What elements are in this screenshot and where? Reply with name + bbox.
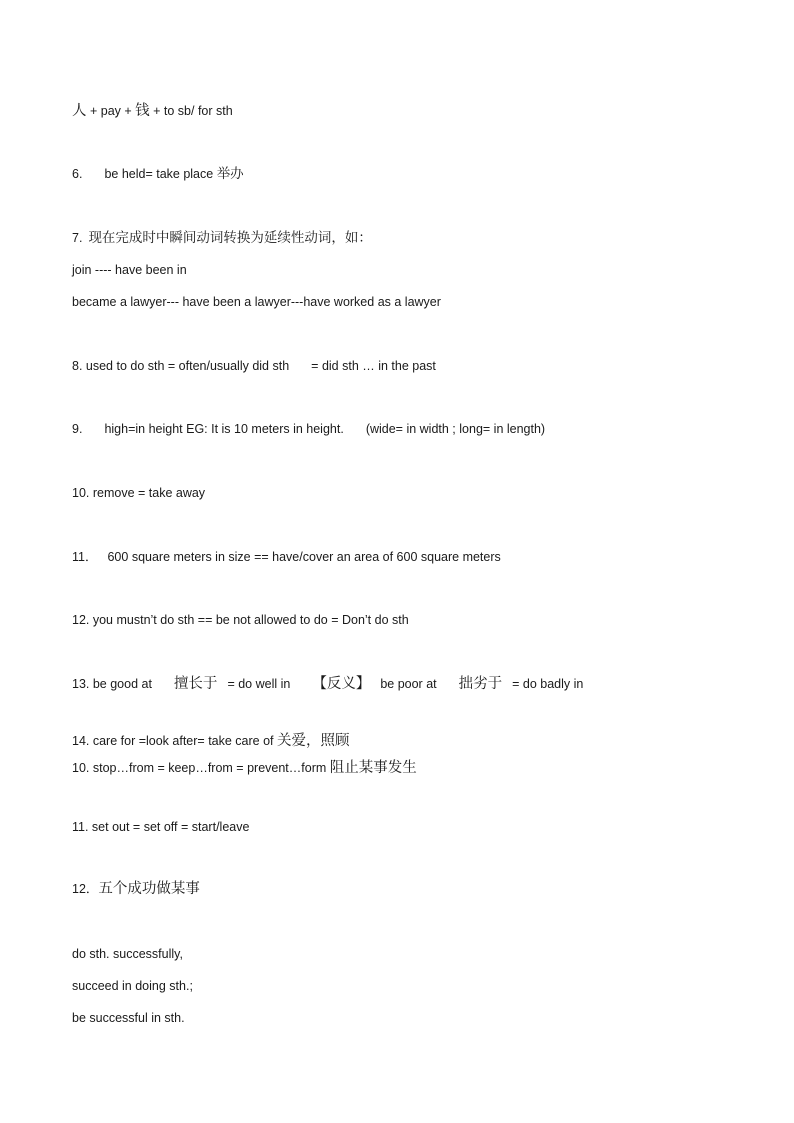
item-text-cn: 现在完成时中瞬间动词转换为延续性动词，如： [88,230,372,246]
item-text-cn: 五个成功做某事 [98,881,200,897]
item-text-cn: 阻止某事发生 [329,760,417,776]
cn-antonym: 【反义】 [312,676,371,692]
item-text: succeed in doing sth.; [72,979,193,993]
item-8 [72,358,436,374]
item-12-success [72,881,200,897]
item-text: high=in height EG: It is 10 meters in height. [104,422,344,436]
item-12-mustnt [72,612,409,628]
item-text: 600 square meters in size == have/cover an area of 600 square meters [107,550,501,564]
cn-money: 钱 [135,103,150,119]
item-6 [72,166,244,182]
item-number: 7. [72,231,83,245]
item-text-b: (wide= in width ; long= in length) [365,422,546,436]
text-pay: + pay + [86,104,136,118]
item-text: 10. stop…from = keep…from = prevent…form [72,761,330,775]
success-example-3 [72,1010,185,1026]
text-to-sb: + to sb/ for sth [149,104,233,118]
item-number: 6. [72,167,83,181]
item-13 [72,676,583,692]
item-text: 12. you mustn’t do sth == be not allowed to do = Don’t do sth [72,613,409,627]
item-text-cn: 关爱，照顾 [276,733,350,749]
item-text-cn: 举办 [216,166,244,182]
cn-poor-at: 拙劣于 [458,676,503,692]
item-10-stop [72,760,417,776]
item-number: 9. [72,422,83,436]
item-text: 8. used to do sth = often/usually did sth [72,359,290,373]
item-11-set-out [72,819,249,835]
cn-good-at: 擅长于 [173,676,218,692]
item-text: join ---- have been in [72,263,187,277]
item-text: be successful in sth. [72,1011,185,1025]
formula-pay-line [72,103,233,119]
item-text-b: = do well in [227,677,291,691]
item-text: be held= take place [104,167,217,181]
item-text-d: = do badly in [512,677,584,691]
item-11-size [72,549,501,565]
item-text: do sth. successfully, [72,947,183,961]
item-text-c: be poor at [380,677,437,691]
item-number: 12． [72,882,99,896]
item-9 [72,421,545,437]
item-10-remove [72,485,205,501]
item-text: 14. care for =look after= take care of [72,734,277,748]
item-text-b: = did sth … in the past [311,359,436,373]
item-text: became a lawyer--- have been a lawyer---have worked as a lawyer [72,295,441,309]
item-text: 11. set out = set off = start/leave [72,820,250,834]
item-text: 10. remove = take away [72,486,206,500]
success-example-1 [72,946,183,962]
success-example-2 [72,978,193,994]
item-text-a: 13. be good at [72,677,152,691]
item-7 [72,230,372,246]
item-number: 11． [72,550,98,564]
item-7-example-1 [72,262,187,278]
item-7-example-2 [72,294,441,310]
item-14-care [72,733,349,749]
cn-person: 人 [72,103,87,119]
